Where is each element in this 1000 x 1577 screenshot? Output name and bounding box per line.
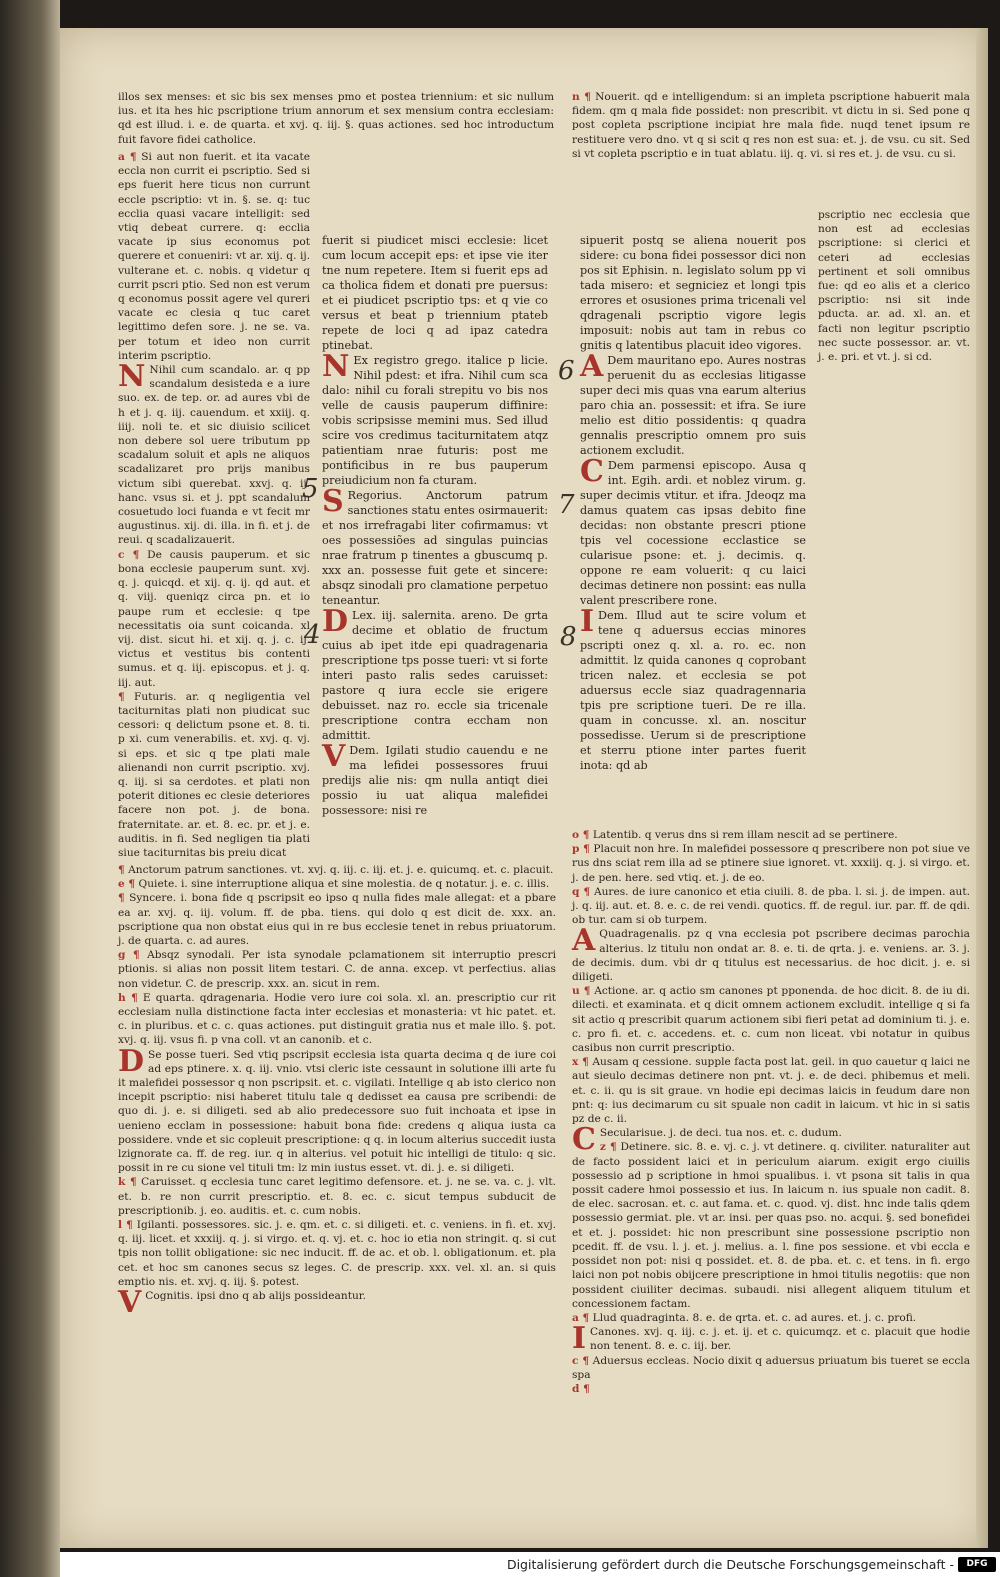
text-body: Dem. Illud aut te scire volum et tene q aduersus eccias minores pscripti onez q. xl. a. ro. ec. non admittit. lz quida canones q coprobant tricen nalez. et ecclesia se pot aduersus eccle siaz quadragennaria tpis pre scriptione tueri. De re illa. quam in concusse. xl. an. noscitur possedisse. Uerum si de prescriptione et sterru ptione inter partes fuerit inota: qd ab (580, 609, 806, 772)
rubric-initial: C (572, 1122, 596, 1158)
gloss-text: Igilanti. possessores. sic. j. e. qm. et. c. si diligeti. et. c. veniens. in fi. et. xvj. q. iij. licet. et xxxiij. q. j. si virgo. et. q. vj. et. c. hoc io etia non stringit. q. si cut tpis non tollit obligatione: sic nec inducit. ff. de ac. et ob. l. obligationum. et. pla cet. et hoc sm canones secus sz leges. C. de prescrip. xxx. vel. xl. an. si quis emptio nis. et. xvj. q. iij. §. potest. (118, 1219, 557, 1288)
rubric-mark: x ¶ (572, 1056, 589, 1069)
rubric-mark: a ¶ (572, 1311, 590, 1324)
gloss-paragraph (118, 863, 556, 877)
text-body: Regorius. Anctorum patrum sanctiones statu entes osirmauerit: et nos irrefragabi liter cofirmamus: vt oes possessiões ad singulas puincias nrae fratrum p tinentes a gbuscumq p. xxx an. possesse fuit gete et sincere: absqz sinodali pro clamatione perpetuo teneantur. (322, 489, 548, 607)
main-text-column-right (580, 233, 806, 798)
gloss-paragraph (572, 1140, 970, 1310)
gloss-text: Secularisue. j. de deci. tua nos. et. c. dudum. (599, 1127, 842, 1140)
margin-numeral: 8 (560, 622, 577, 652)
rubric-initial: V (118, 1285, 142, 1321)
gloss-paragraph (572, 1321, 970, 1357)
rubric-mark: a ¶ (118, 151, 137, 163)
rubric-mark: c ¶ (572, 1354, 590, 1367)
rubric-initial: A (572, 923, 596, 959)
gloss-text: Canones. xvj. q. iij. c. j. et. ij. et c. quicumqz. et c. placuit que hodie non tenent. 8. e. c. iij. ber. (590, 1326, 970, 1353)
gloss-lower-left (118, 863, 556, 1423)
text-body: Ex registro grego. italice p licie. Nihil pdest: et ifra. Nihil cum sca dalo: nihil cu forali strepitu vo bis nos velle de causis pauperum diffinire: vobis scripsisse memini mus. Sed illud scire vos credimus taciturnitatem atqz patientiam nrae futuris: post me pontificibus in re bus pauperum preiudicium non fa cturam. (322, 354, 548, 487)
gloss-paragraph (118, 359, 310, 548)
rubric-mark: ¶ (118, 864, 125, 876)
gloss-paragraph (572, 828, 970, 842)
digitization-footer (60, 1552, 1000, 1577)
rubric-mark: o ¶ (572, 829, 590, 841)
gloss-text: Latentib. q verus dns si rem illam nescit ad se pertinere. (592, 829, 898, 841)
text-paragraph: sipuerit postq se aliena nouerit pos sidere: cu bona fidei possessor dici non pos sit Ephisin. n. legislato solum pp vi tada misero: et segniciez et longi tpis errores et osusiones prima tricenali vel qdragenali pscriptio vigore legis imposuit: nobis aut tam in rebus co gnitis q latentibus placuit ideo vigores. (580, 234, 806, 352)
page-edge (976, 28, 988, 1548)
gloss-right-column (818, 208, 970, 818)
rubric-initial: N (118, 359, 146, 395)
gloss-text: Syncere. i. bona fide q pscripsit eo ipso q nulla fides male allegat: et a pbare ea ar. xvj. q. iij. volum. ff. de pba. tiens. qui dolo q est dicit de. xxx. an. pscriptione qua non obstat eius qui in re bus ecclesie tenet in rebus priuatorum. j. de quarta. c. ad aures. (118, 892, 556, 948)
text-paragraph: fuerit si piudicet misci ecclesie: licet cum locum accepit eps: et ipse vie iter tne num repetere. Item si fuerit eps ad ca tholica fidem et donati pre puersus: et ei piudicet pscriptio tps: et q vie co versus et beat p triennium ptateb repete de loci q ad ipaz catedra ptinebat. (322, 234, 548, 352)
gloss-paragraph (572, 923, 970, 984)
gloss-text: Quiete. i. sine interruptione aliqua et sine molestia. de q notatur. j. e. c. illis. (138, 878, 550, 891)
rubric-initial: C (580, 454, 604, 489)
gloss-text: Cognitis. ipsi dno q ab alijs possideantur. (145, 1290, 367, 1303)
margin-numeral: 6 (558, 356, 575, 386)
gloss-paragraph (572, 1354, 970, 1382)
rubric-initial: A (580, 349, 604, 384)
rubric-initial: D (118, 1043, 145, 1079)
gloss-paragraph (118, 548, 310, 690)
rubric-mark: e ¶ (118, 878, 136, 891)
gloss-paragraph: pscriptio nec ecclesia que non est ad ecclesias pscriptione: si clerici et ceteri ad ecclesias pertinent et soli omnibus fue: qd eo alis et a clerico pscriptio: nsi sit inde pducta. ar. ad. xl. an. et facti non legitur pscriptio nec sucte possessor. ar. vt. j. e. pri. et vt. j. si cd. (818, 209, 970, 364)
margin-numeral: 4 (304, 620, 321, 650)
gloss-paragraph (572, 885, 970, 928)
gloss-text: Se posse tueri. Sed vtiq pscripsit ecclesia ista quarta decima q de iure coi ad eps ptinere. x. q. iij. vnio. vtsi cleric iste cessaunt in solutione illi arte fu it malefidei possessor q non pscripsit. et. c. vigilati. Intellige q ab isto clerico non incepit pscriptio: nisi haberet titulu tale q dedisset ea causa pre scribendi: de quo di. j. e. si diligeti. sed ab alio predecessore suo fuit inchoata et ipse in uenieno ecclam in possessione: habuit bona fide: credens q aliqua iusta ca possidere. vnde et sic copleuit prescriptione: q q. in locum alterius succedit iusta lzignorate ca. ff. de reg. iur. q in alterius. vel potuit hic intelligi de titulo: q sic. possit in re cu sione vel tituli tm: lz min iustus esset. vt. di. j. e. si diligeti. (118, 1048, 556, 1175)
rubric-mark: q ¶ (572, 885, 591, 898)
rubric-mark: u ¶ (572, 985, 591, 998)
margin-numeral: 5 (302, 474, 319, 504)
gloss-text: E quarta. qdragenaria. Hodie vero iure coi sola. xl. an. prescriptio cur rit ecclesiam nulla distinctione facta inter ecclesias et monasteria: vt hic patet. et. c. in pluribus. et c. c. quas actiones. put distinguit gratia nus et male illo. §. pot. xvj. q. iij. vsus fi. p vna coll. vt an canonib. et c. (118, 991, 556, 1047)
gloss-top-right (572, 90, 970, 210)
gloss-left-column (118, 150, 311, 859)
gloss-text: Quadragenalis. pz q vna ecclesia pot pscribere decimas parochia alterius. lz titulu non ondat ar. 8. e. ti. de qrta. j. e. veniens. ar. 3. j. de decimis. dum. vbi dr q titulus est necessarius. de hoc dicit. j. e. si diligeti. (572, 928, 970, 984)
gloss-text: Aures. de iure canonico et etia ciuili. 8. de pba. l. si. j. de impen. aut. j. q. iij. aut. et. 8. e. c. de rei vendi. quotics. ff. de regul. iur. par. ff. de qdi. ob tur. cam si ob turpem. (572, 885, 970, 927)
rubric-mark: ¶ (118, 892, 125, 905)
rubric-initial: V (322, 739, 346, 774)
gloss-paragraph (572, 842, 970, 885)
gloss-paragraph (572, 1382, 970, 1396)
gloss-paragraph (118, 877, 556, 891)
gloss-paragraph (118, 991, 556, 1048)
rubric-mark: k ¶ (118, 1176, 137, 1189)
gloss-text: Aduersus eccleas. Nocio dixit q aduersus priuatum bis tueret se eccla spa (572, 1354, 971, 1381)
rubric-initial: N (322, 349, 350, 384)
gloss-paragraph: illos sex menses: et sic bis sex menses pmo et postea triennium: et sic nullum ius. et ita hes hic pscriptione trium annorum et sex mensium contra ecclesiam: qd est illud. i. e. de quarta. et xvj. q. iij. §. quas actiones. sed hoc introductum fuit favore fidei catholice. (118, 91, 554, 146)
gloss-paragraph (118, 150, 310, 363)
text-paragraph (322, 604, 548, 743)
gloss-text: Placuit non hre. In malefidei possessore q prescribere non pot siue ve rus dns sciat rem illa ad se ptinere siue ignoret. vt. xxxiij. q. j. si virgo. et. j. de pen. here. sed vtiq. et. j. de eo. (572, 843, 970, 884)
text-body: Lex. iij. salernita. areno. De grta decime et oblatio de fructum cuius ab ipet itde epi quadragenaria prescriptione tps posse tueri: vt si forte interi pasto ralis sedes caruisset: pastore q iura eccle sie erigere debuisset. naz ro. eccle sia tricenale prescriptione contra eccham non admittit. (322, 609, 548, 742)
gloss-text: Absqz synodali. Per ista synodale pclamationem sit interruptio prescri ptionis. si alias non possit litem testari. C. de anna. excep. vt perfectius. alias non videtur. C. de prescrip. xxx. an. sicut in rem. (118, 949, 556, 990)
gloss-paragraph (118, 1043, 556, 1176)
rubric-mark: c ¶ (118, 548, 140, 561)
gloss-text: Anctorum patrum sanctiones. vt. xvj. q. iij. c. iij. et. j. e. quicumq. et. c. placuit. (128, 864, 554, 876)
text-paragraph (580, 604, 806, 773)
book-gutter (0, 0, 60, 1577)
gloss-text: Futuris. ar. q negligentia vel taciturnitas plati non piudicat suc cessori: q delictum psone et. 8. ti. p xi. cum venerabilis. et. xvj. q. vj. si eps. et sic q tpe plati male alienandi non currit pscriptio. xvj. q. iij. si sa cerdotes. et plati non poterit ditiones ec clesie deteriores facere non pot. j. de bona. fraternitate. ar. et. 8. ec. pr. et j. e. auditis. in fi. Sed negligen tia plati siue taciturnitas bis preiu dicat (118, 690, 310, 859)
rubric-mark: d ¶ (572, 1382, 590, 1395)
gloss-paragraph (572, 1311, 970, 1325)
text-body: Dem parmensi episcopo. Ausa q int. Egih. ardi. et noblez virum. g. super decimis vtitur. et ifra. Jdeoqz ma damus quatem cas ipsas debito fine decidas: non obstante prescri ptione tpis vel cocessione ecclastice se cularisue psone: et. j. decimis. q. oppone re eam voluerit: q cu laici decimas detinere non possint: eas nulla valent prescribere rone. (580, 459, 806, 607)
text-paragraph (322, 349, 548, 488)
gloss-text: Detinere. sic. 8. e. vj. c. j. vt detinere. q. civiliter. naturaliter aut de facto possident laici et in periculum aiarum. exigit ergo ciuilis possessio ad p scriptione in hmoi spualibus. i. vt psona sit talis in qua possit cadere hmoi possessio et ius. In laicum n. ius spuale non cadit. 8. de elec. sacrosan. et. c. aut fama. et. c. quod. vj. dist. hnc inde talis qdem possessio germiat. ple. vt ar. insi. per quas pso. no. acqui. §. sed bonefidei et et. j. possidet: hic non prescribunt sine possessione pscriptio non pcedit. ff. de vsu. l. j. et. j. melius. a. l. fine pos sessione. et vbi eccla e possidet non pot: nisi q possidet. et. 8. de pba. et. c. et tens. in fi. ergo laici non pot nobis obijcere prescriptione in hmoi titulis negotiis: que non possident ciuiliter decimas. subaudi. nisi allegent aliquem titulum et concessionem factam. (572, 1141, 970, 1310)
gloss-paragraph (572, 90, 970, 161)
gloss-text: Actione. ar. q actio sm canones pt pponenda. de hoc dicit. 8. de iu di. dilecti. et examinata. et q dicit omnem actionem excludit. intellige q si fa sit actio q prescribit quarum actionem sibi fieri petat ad dominium ti. j. e. c. pro fi. et. c. accedens. et. c. cum non liceat. vbi notatur in quibus casibus non currit prescriptio. (572, 985, 970, 1055)
rubric-mark: z ¶ (599, 1141, 617, 1154)
gloss-text: Nihil cum scandalo. ar. q pp scandalum desisteda e a iure suo. ex. de tep. or. ad aures vbi de h et j. q. iij. cauendum. et xxiij. q. iiij. noli te. et sic diuisio scilicet non debere sol uere tributum pp scadalum soluit et apls ne aliquos scadalizaret pro prijs manibus victum sibi querebat. xxvj. q. ij. hanc. vsus si. et j. ppt scandalum cosuetudo loci fuanda e vt fecit mr augustinus. xij. di. illa. in fi. et j. de reui. q scadalizauerit. (118, 364, 310, 547)
gloss-text: Si aut non fuerit. et ita vacate eccla non currit ei pscriptio. Sed si eps fuerit here ticus non currunt eccle pscriptio: vt in. §. se. q: tuc ecclia quasi vacare intelligit: sed vtiq debeat currere. q: ecclia vacate ip sius economus pot querere et conueniri: vt ar. xij. q. ij. vulterane et. c. nobis. q videtur q currit pscri ptio. Sed non est verum q economus possit agere vel qureri vacate ec clesia q tuc caret legittimo defen sore. j. ne se. va. per totum et ideo non currit interim pscriptio. (118, 151, 310, 362)
gloss-text: Ausam q cessione. supple facta post lat. geil. in quo cauetur q laici ne aut sieulo decimas detinere non pnt. vt. j. e. de deci. phibemus et meli. et. c. ii. qu is sit graue. vn hodie epi decimas laicis in feudum dare non pnt: q: ius decimarum cu sit spuale non cadit in laicum. vt hic in si satis pz de c. ii. (572, 1056, 970, 1126)
rubric-mark: ¶ (118, 690, 125, 703)
text-body: Dem mauritano epo. Aures nostras peruenit du as ecclesias litigasse super deci mis quas vna earum alterius paro chia an. possessit: et ifra. Se iure melio est ditio possidentis: q quadra gennalis prescriptio omnem pro suis actionem excludit. (580, 354, 806, 457)
rubric-initial: I (580, 604, 595, 639)
rubric-mark: g ¶ (118, 949, 140, 962)
text-body: Dem. Igilati studio cauendu e ne ma lefidei possessores fruui predijs alie nis: qm nulla antiqt diei possio iu uat aliqua malefidei possessore: nisi re (322, 744, 548, 817)
gloss-text: De causis pauperum. et sic bona ecclesie pauperum sunt. xvj. q. j. quicqd. et xij. q. ij. qd aut. et q. viij. queniqz circa pn. et io paupe rum et ecclesie: q tpe necessitatis oia sunt coicanda. xl vij. dist. sicut hi. et xij. q. j. c. ij. victus et vestitus bis contenti sumus. et q. iij. episcopus. et j. q. iij. aut. (118, 548, 311, 689)
gloss-paragraph (118, 891, 556, 948)
gloss-paragraph (118, 690, 310, 860)
text-paragraph (322, 484, 548, 608)
gloss-paragraph (572, 984, 970, 1055)
margin-numeral: 7 (558, 490, 575, 520)
dfg-logo: DFG (958, 1557, 996, 1572)
manuscript-page (60, 28, 988, 1548)
text-paragraph (580, 349, 806, 458)
gloss-paragraph (118, 1175, 556, 1218)
gloss-paragraph (118, 1285, 556, 1321)
gloss-paragraph (118, 1218, 556, 1289)
gloss-paragraph (572, 1055, 970, 1126)
rubric-initial: D (322, 604, 349, 639)
gloss-paragraph (118, 948, 556, 991)
rubric-mark: l ¶ (118, 1219, 133, 1232)
rubric-mark: p ¶ (572, 843, 590, 856)
rubric-mark: h ¶ (118, 991, 138, 1004)
footer-text: Digitalisierung gefördert durch die Deutsche Forschungsgemeinschaft - (506, 1557, 954, 1572)
gloss-lower-right (572, 828, 970, 1428)
rubric-initial: S (322, 484, 344, 519)
main-text-column-left (322, 233, 548, 848)
rubric-initial: I (572, 1321, 587, 1357)
gloss-paragraph (572, 1122, 970, 1158)
gloss-text: Llud quadraginta. 8. e. de qrta. et. c. ad aures. et. j. c. profi. (592, 1311, 917, 1324)
rubric-mark: n ¶ (572, 91, 591, 103)
gloss-text: Nouerit. qd e intelligendum: si an impleta pscriptione habuerit mala fidem. qm q mala fide possidet: non prescribit. vt dictu in si. Sed pone q post copleta pscriptione incipiat hre mala fide. nuqd tenet ipsum re restituere vero dno. vt q si scit q res non est sua: et. j. de vsu. cu sit. Sed si vt copleta pscriptio e in tuat ablatu. iij. q. vi. si res et. j. de vsu. cu si. (572, 91, 970, 160)
gloss-text: Caruisset. q ecclesia tunc caret legitimo defensore. et. j. ne se. va. c. j. vlt. et. b. re non currit prescriptio. et. 8. ec. c. sicut tempus subducit de prescriptionib. j. eo. auditis. et. c. cum nobis. (118, 1176, 556, 1217)
text-paragraph (580, 454, 806, 608)
text-paragraph (322, 739, 548, 818)
